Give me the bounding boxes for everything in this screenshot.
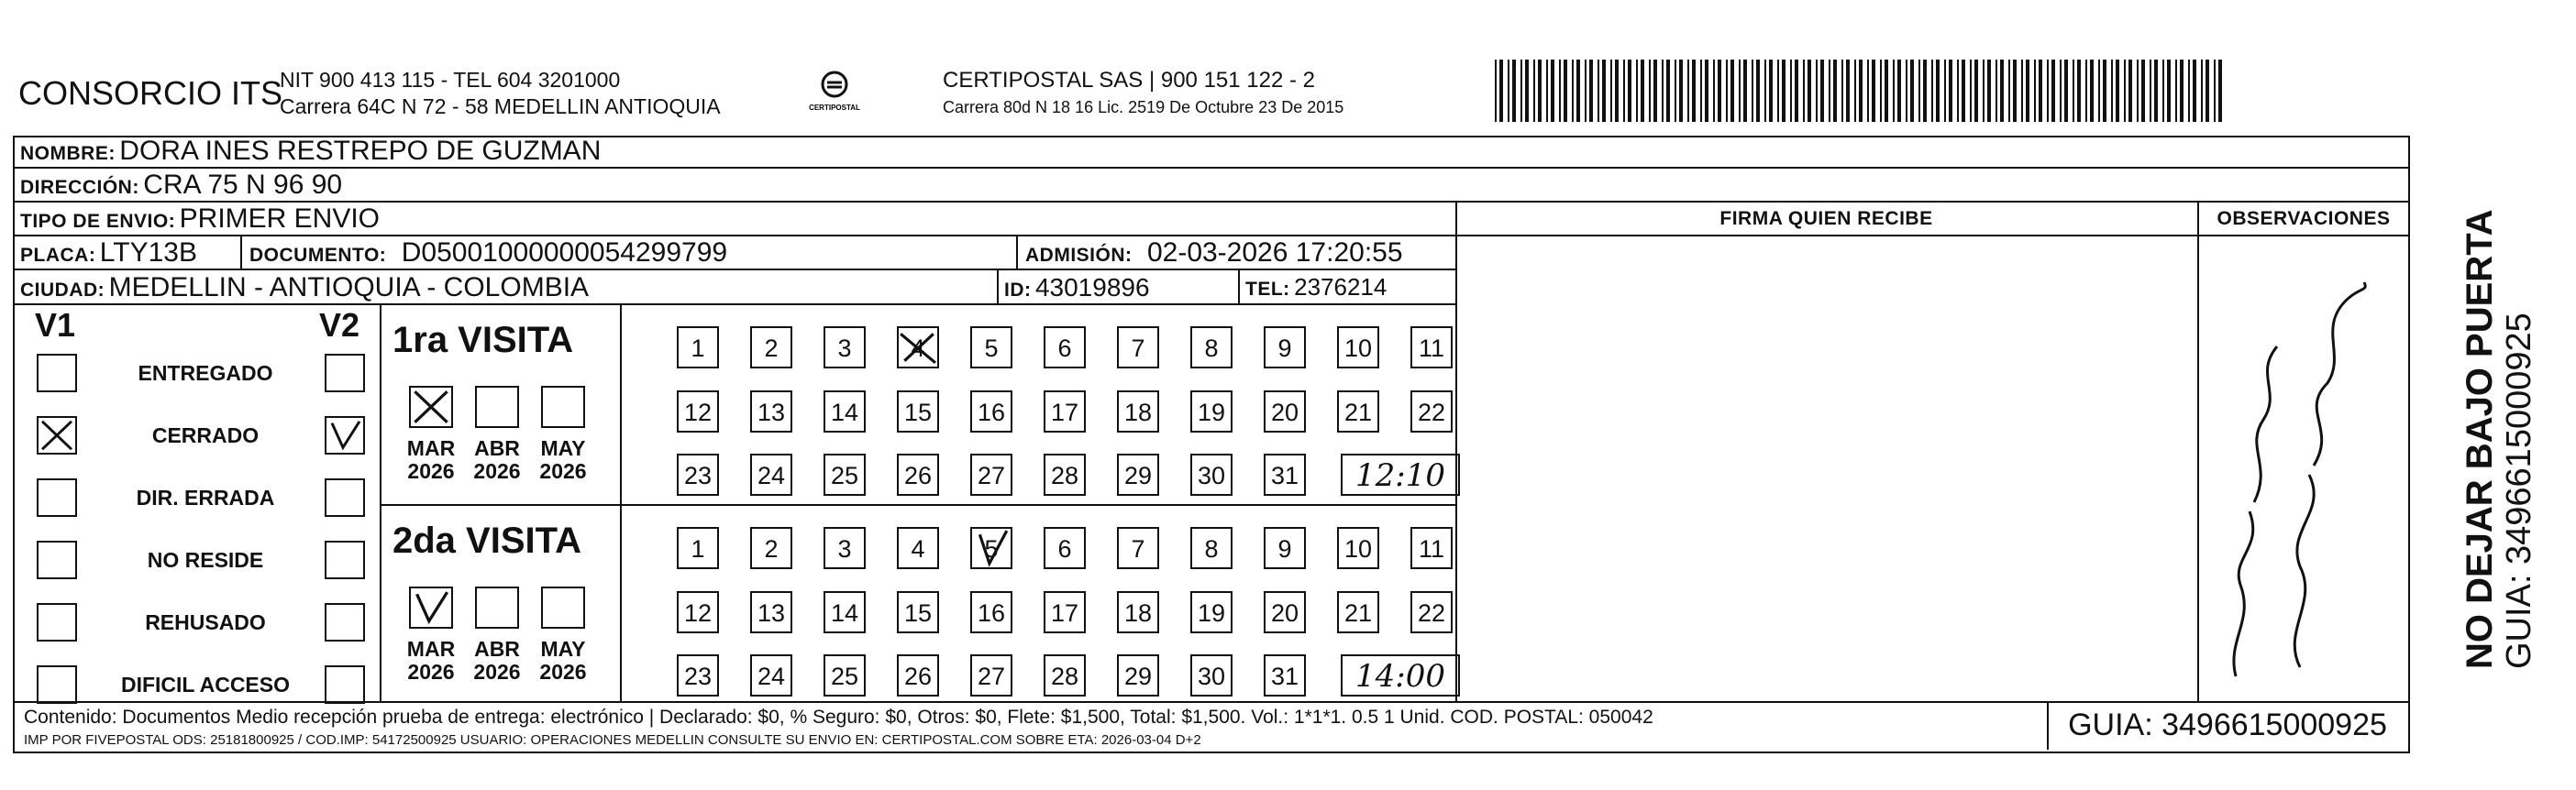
- v1-checkbox-4[interactable]: [37, 603, 77, 642]
- footer-guia: GUIA: 3496615000925: [2068, 708, 2387, 742]
- ciudad-value: MEDELLIN - ANTIOQUIA - COLOMBIA: [108, 272, 590, 302]
- tel-value: 2376214: [1294, 273, 1388, 301]
- barcode: [1495, 60, 2224, 122]
- observaciones-label: OBSERVACIONES: [2217, 208, 2391, 229]
- day-box[interactable]: 20: [1264, 390, 1306, 433]
- signature-area: [1457, 236, 2195, 699]
- company-address: Carrera 64C N 72 - 58 MEDELLIN ANTIOQUIA: [280, 94, 721, 118]
- day-box[interactable]: 8: [1190, 527, 1233, 569]
- day-box[interactable]: 6: [1044, 527, 1086, 569]
- month-checkbox[interactable]: [409, 587, 453, 629]
- nombre-row: [20, 136, 601, 167]
- v2-checkbox-5[interactable]: [325, 665, 365, 704]
- day-box[interactable]: 23: [677, 454, 719, 496]
- status-label: REHUSADO: [145, 610, 266, 634]
- admision-label: ADMISIÓN:: [1025, 245, 1133, 266]
- v1-checkbox-2[interactable]: [37, 478, 77, 517]
- firma-label: FIRMA QUIEN RECIBE: [1719, 208, 1933, 229]
- day-box[interactable]: 21: [1337, 390, 1379, 433]
- day-box[interactable]: 22: [1410, 390, 1453, 433]
- day-box[interactable]: 16: [970, 390, 1012, 433]
- id-value: 43019896: [1034, 273, 1150, 302]
- documento-cell: [249, 237, 727, 269]
- day-box[interactable]: 14: [824, 591, 866, 633]
- day-box[interactable]: 25: [824, 654, 866, 697]
- documento-label: DOCUMENTO:: [249, 245, 387, 266]
- day-box[interactable]: 31: [1264, 654, 1306, 697]
- v1-label: V1: [35, 306, 76, 344]
- nombre-value: DORA INES RESTREPO DE GUZMAN: [119, 136, 602, 166]
- day-box[interactable]: 25: [824, 454, 866, 496]
- month-label: MAY 2026: [539, 637, 587, 685]
- day-box[interactable]: 24: [750, 654, 792, 697]
- v2-checkbox-2[interactable]: [325, 478, 365, 517]
- day-box[interactable]: 19: [1190, 390, 1233, 433]
- day-box[interactable]: 7: [1117, 326, 1159, 368]
- day-box[interactable]: 19: [1190, 591, 1233, 633]
- status-label: DIFICIL ACCESO: [120, 673, 290, 697]
- month-label: MAR 2026: [406, 436, 456, 484]
- id-cell: [1004, 271, 1150, 303]
- day-box[interactable]: 13: [750, 390, 792, 433]
- month-label: MAR 2026: [406, 637, 456, 685]
- side-guia: GUIA: 3496615000925: [2500, 313, 2538, 669]
- month-checkbox[interactable]: [541, 386, 585, 428]
- status-label: CERRADO: [151, 423, 260, 447]
- company-name: CONSORCIO ITS: [18, 74, 283, 112]
- day-box[interactable]: 24: [750, 454, 792, 496]
- v1-checkbox-3[interactable]: [37, 541, 77, 579]
- placa-cell: [20, 237, 197, 269]
- day-box[interactable]: 10: [1337, 326, 1379, 368]
- day-box[interactable]: 21: [1337, 591, 1379, 633]
- id-label: ID:: [1004, 280, 1032, 301]
- tipo-envio-label: TIPO DE ENVIO:: [20, 211, 176, 232]
- month-checkbox[interactable]: [541, 587, 585, 629]
- company-nit: NIT 900 413 115 - TEL 604 3201000: [280, 68, 621, 92]
- v1-checkbox-5[interactable]: [37, 665, 77, 704]
- placa-value: LTY13B: [99, 237, 197, 268]
- v2-checkbox-3[interactable]: [325, 541, 365, 579]
- contenido-text: Contenido: Documentos Medio recepción prueba de entrega: electrónico | Declarado: $0, % Seguro: $0, Otros: $0, Flete: $1,500, Total: $1,500. Vol.: 1*1*1. 0.5 1 Unid. COD. POSTAL: 050042: [24, 707, 1653, 728]
- month-checkbox[interactable]: [475, 587, 519, 629]
- day-box[interactable]: 2: [750, 326, 792, 368]
- visit-time[interactable]: 12:10: [1341, 454, 1460, 496]
- day-box[interactable]: 27: [970, 454, 1012, 496]
- month-checkbox[interactable]: [475, 386, 519, 428]
- day-box[interactable]: 11: [1410, 326, 1453, 368]
- day-box[interactable]: 15: [897, 591, 939, 633]
- day-box[interactable]: 6: [1044, 326, 1086, 368]
- visit-time[interactable]: 14:00: [1341, 654, 1460, 697]
- ciudad-cell: [20, 271, 589, 303]
- day-box[interactable]: 27: [970, 654, 1012, 697]
- carrier-address: Carrera 80d N 18 16 Lic. 2519 De Octubre 23 De 2015: [943, 98, 1344, 116]
- tipo-envio-value: PRIMER ENVIO: [179, 203, 381, 234]
- day-box[interactable]: 14: [824, 390, 866, 433]
- carrier-name: CERTIPOSTAL SAS | 900 151 122 - 2: [943, 68, 1315, 93]
- nombre-label: NOMBRE:: [20, 143, 116, 164]
- day-box[interactable]: 30: [1190, 454, 1233, 496]
- visit-title: 2da VISITA: [392, 521, 581, 561]
- day-box[interactable]: 8: [1190, 326, 1233, 368]
- day-box[interactable]: 26: [897, 654, 939, 697]
- day-box[interactable]: 1: [677, 326, 719, 368]
- direccion-label: DIRECCIÓN:: [20, 177, 139, 198]
- day-box[interactable]: 28: [1044, 654, 1086, 697]
- admision-cell: [1025, 237, 1403, 269]
- v2-checkbox-1[interactable]: [325, 416, 365, 455]
- status-label: DIR. ERRADA: [136, 486, 275, 510]
- day-box[interactable]: 26: [897, 454, 939, 496]
- month-label: ABR 2026: [473, 436, 521, 484]
- month-checkbox[interactable]: [409, 386, 453, 428]
- day-box[interactable]: 30: [1190, 654, 1233, 697]
- day-box[interactable]: 2: [750, 527, 792, 569]
- placa-label: PLACA:: [20, 245, 96, 266]
- day-box[interactable]: 22: [1410, 591, 1453, 633]
- direccion-row: [20, 170, 342, 201]
- day-box[interactable]: 16: [970, 591, 1012, 633]
- day-box[interactable]: 12: [677, 390, 719, 433]
- observaciones-handwriting: [2199, 236, 2406, 699]
- day-box[interactable]: 18: [1117, 390, 1159, 433]
- day-box[interactable]: 12: [677, 591, 719, 633]
- admision-value: 02-03-2026 17:20:55: [1146, 237, 1403, 268]
- day-box[interactable]: 5: [970, 527, 1012, 569]
- tel-label: TEL:: [1245, 279, 1290, 300]
- day-box[interactable]: 3: [824, 527, 866, 569]
- status-label: NO RESIDE: [147, 548, 264, 572]
- day-box[interactable]: 20: [1264, 591, 1306, 633]
- certipostal-logo: [807, 64, 862, 119]
- v2-label: V2: [319, 306, 360, 344]
- day-box[interactable]: 1: [677, 527, 719, 569]
- v1-checkbox-1[interactable]: [37, 416, 77, 455]
- day-box[interactable]: 31: [1264, 454, 1306, 496]
- day-box[interactable]: 7: [1117, 527, 1159, 569]
- day-box[interactable]: 17: [1044, 591, 1086, 633]
- day-box[interactable]: 18: [1117, 591, 1159, 633]
- no-dejar-bajo-puerta: NO DEJAR BAJO PUERTA: [2460, 209, 2500, 669]
- ciudad-label: CIUDAD:: [20, 280, 105, 301]
- imp-text: IMP POR FIVEPOSTAL ODS: 25181800925 / COD.IMP: 54172500925 USUARIO: OPERACIONES MEDELLIN CONSULTE SU ENVIO EN: CERTIPOSTAL.COM SOBRE ETA: 2026-03-04 D+2: [24, 732, 1201, 748]
- day-box[interactable]: 13: [750, 591, 792, 633]
- day-box[interactable]: 4: [897, 326, 939, 368]
- tipo-envio-row: [20, 203, 380, 235]
- status-label: ENTREGADO: [138, 361, 273, 385]
- day-box[interactable]: 15: [897, 390, 939, 433]
- day-box[interactable]: 9: [1264, 527, 1306, 569]
- v2-checkbox-0[interactable]: [325, 354, 365, 392]
- tel-cell: [1245, 271, 1387, 303]
- day-box[interactable]: 4: [897, 527, 939, 569]
- visit-title: 1ra VISITA: [392, 320, 574, 360]
- day-box[interactable]: 3: [824, 326, 866, 368]
- direccion-value: CRA 75 N 96 90: [143, 170, 343, 200]
- day-box[interactable]: 23: [677, 654, 719, 697]
- month-label: ABR 2026: [473, 637, 521, 685]
- day-box[interactable]: 5: [970, 326, 1012, 368]
- day-box[interactable]: 29: [1117, 454, 1159, 496]
- day-box[interactable]: 9: [1264, 326, 1306, 368]
- day-box[interactable]: 29: [1117, 654, 1159, 697]
- v1-checkbox-0[interactable]: [37, 354, 77, 392]
- day-box[interactable]: 11: [1410, 527, 1453, 569]
- side-text: [2417, 137, 2573, 752]
- day-box[interactable]: 17: [1044, 390, 1086, 433]
- day-box[interactable]: 10: [1337, 527, 1379, 569]
- month-label: MAY 2026: [539, 436, 587, 484]
- v2-checkbox-4[interactable]: [325, 603, 365, 642]
- svg-text:CERTIPOSTAL: CERTIPOSTAL: [809, 104, 860, 112]
- documento-value: D05001000000054299799: [401, 237, 728, 268]
- day-box[interactable]: 28: [1044, 454, 1086, 496]
